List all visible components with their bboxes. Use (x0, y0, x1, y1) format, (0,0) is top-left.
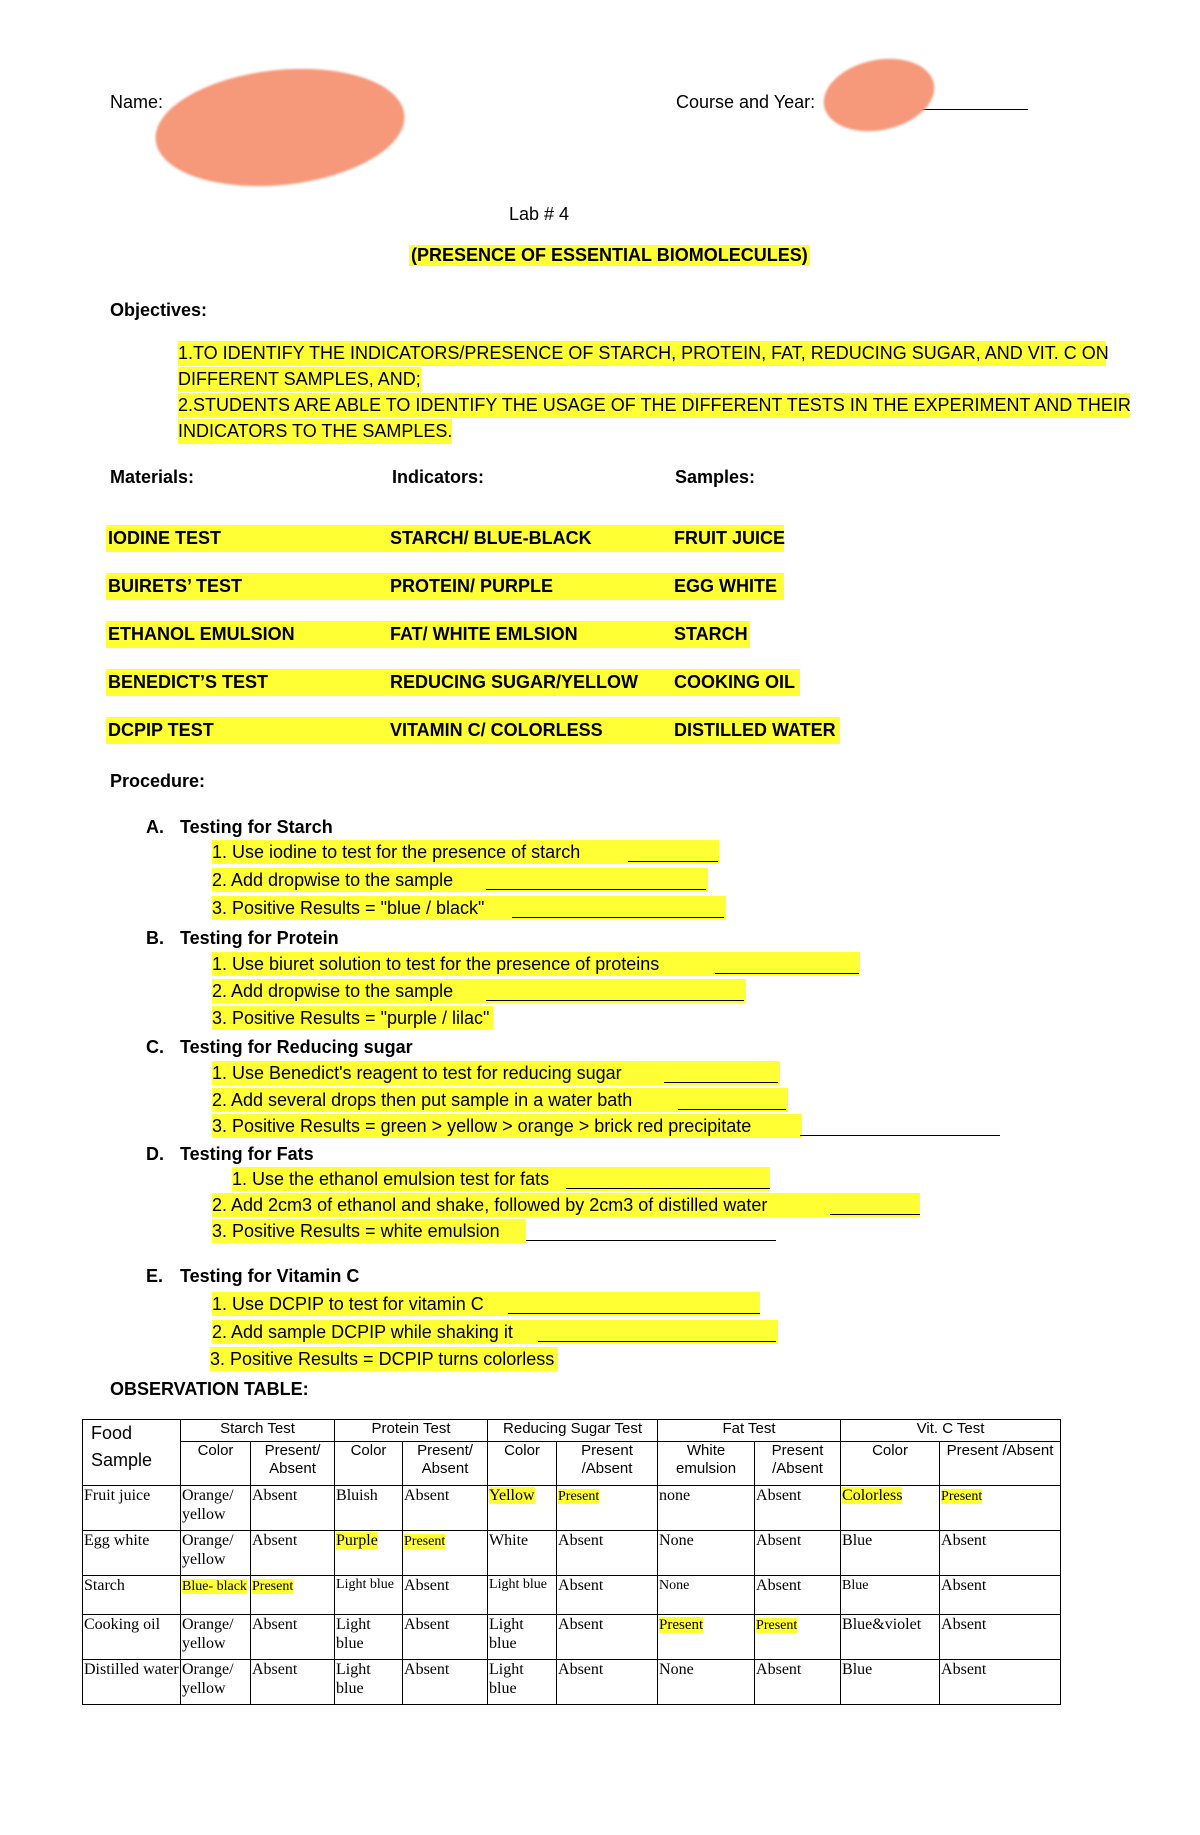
answer-blank (526, 1240, 776, 1241)
table-cell: Absent (755, 1486, 841, 1531)
procedure-step: 1. Use iodine to test for the presence of starch (212, 840, 719, 864)
indicator-item: VITAMIN C/ COLORLESS (388, 717, 672, 744)
table-cell: Light blue (488, 1660, 557, 1705)
objective-line: DIFFERENT SAMPLES, AND; (178, 367, 421, 392)
section-title: Testing for Reducing sugar (180, 1037, 413, 1057)
table-cell: Orange/ yellow (181, 1615, 251, 1660)
procedure-step: 3. Positive Results = "purple / lilac" (212, 1006, 493, 1030)
table-cell (335, 1531, 403, 1576)
table-cell: Absent (755, 1531, 841, 1576)
highlighted-value: Purple (336, 1532, 378, 1549)
table-cell: Blue (841, 1660, 940, 1705)
table-cell: Absent (403, 1486, 488, 1531)
table-cell: Absent (251, 1615, 335, 1660)
vitc-test-header: Vit. C Test (841, 1420, 1061, 1442)
subheader-cell: Present /Absent (755, 1442, 841, 1486)
answer-blank (800, 1135, 1000, 1136)
table-cell (251, 1576, 335, 1615)
table-row (83, 1576, 1061, 1615)
table-row (83, 1486, 1061, 1531)
highlighted-value: Present (756, 1618, 798, 1633)
fat-test-header: Fat Test (658, 1420, 841, 1442)
table-row (83, 1615, 1061, 1660)
table-cell: Orange/ yellow (181, 1486, 251, 1531)
sample-name-cell: Distilled water (83, 1660, 181, 1705)
procedure-step: 2. Add 2cm3 of ethanol and shake, followed by 2cm3 of distilled water (212, 1193, 920, 1217)
answer-blank (486, 889, 706, 890)
table-cell: Bluish (335, 1486, 403, 1531)
table-cell: Blue (841, 1531, 940, 1576)
highlighted-value: Present (404, 1534, 446, 1549)
answer-blank (664, 1082, 778, 1083)
objectives-heading: Objectives: (110, 300, 208, 320)
table-cell (755, 1615, 841, 1660)
table-cell: Light blue (488, 1615, 557, 1660)
starch-test-header: Starch Test (181, 1420, 335, 1442)
course-label: Course and Year: (676, 92, 816, 112)
procedure-step: 1. Use biuret solution to test for the presence of proteins (212, 952, 860, 976)
indicator-item: REDUCING SUGAR/YELLOW (388, 669, 672, 696)
table-cell: Light blue (335, 1660, 403, 1705)
material-item: DCPIP TEST (106, 717, 390, 744)
redaction-mark-name-2 (178, 110, 298, 180)
material-item: BUIRETS’ TEST (106, 573, 390, 600)
sample-item: FRUIT JUICE (672, 525, 784, 552)
redaction-mark-course (817, 49, 941, 141)
highlighted-value: Present (941, 1489, 983, 1504)
table-cell: Absent (251, 1660, 335, 1705)
table-cell: Absent (940, 1576, 1061, 1615)
sample-item: EGG WHITE (672, 573, 784, 600)
protein-test-header: Protein Test (335, 1420, 488, 1442)
sample-item: STARCH (672, 621, 750, 648)
table-cell: None (658, 1660, 755, 1705)
table-cell (488, 1486, 557, 1531)
table-cell: Absent (940, 1660, 1061, 1705)
table-cell: Absent (557, 1576, 658, 1615)
observation-table (82, 1419, 1061, 1705)
food-sample-header: Food Sample (83, 1420, 181, 1486)
answer-blank (508, 1313, 760, 1314)
answer-blank (512, 917, 724, 918)
reducing-sugar-test-header: Reducing Sugar Test (488, 1420, 658, 1442)
objective-line: INDICATORS TO THE SAMPLES. (178, 419, 452, 444)
table-cell: Blue&violet (841, 1615, 940, 1660)
objective-line: 1.TO IDENTIFY THE INDICATORS/PRESENCE OF STARCH, PROTEIN, FAT, REDUCING SUGAR, AND VIT. C ON (178, 341, 1106, 366)
indicator-item: FAT/ WHITE EMLSION (388, 621, 672, 648)
subheader-cell: Color (488, 1442, 557, 1486)
table-cell: Light blue (335, 1576, 403, 1615)
table-cell: Orange/ yellow (181, 1660, 251, 1705)
sample-item: DISTILLED WATER (672, 717, 840, 744)
subheader-cell: Present/ Absent (251, 1442, 335, 1486)
procedure-step: 1. Use DCPIP to test for vitamin C (212, 1292, 760, 1316)
table-cell: none (658, 1486, 755, 1531)
procedure-step: 3. Positive Results = "blue / black" (212, 896, 726, 920)
table-cell: Orange/ yellow (181, 1531, 251, 1576)
highlighted-value: Colorless (842, 1487, 903, 1504)
answer-blank (486, 1000, 744, 1001)
table-cell (403, 1531, 488, 1576)
procedure-step: 2. Add several drops then put sample in a water bath (212, 1088, 788, 1112)
table-cell: White (488, 1531, 557, 1576)
highlighted-value: Present (558, 1489, 600, 1504)
section-title: Testing for Fats (180, 1144, 314, 1164)
table-cell: Absent (403, 1660, 488, 1705)
subheader-cell: Color (181, 1442, 251, 1486)
table-cell: Light blue (488, 1576, 557, 1615)
lab-title: (PRESENCE OF ESSENTIAL BIOMOLECULES) (411, 245, 808, 265)
indicator-item: STARCH/ BLUE-BLACK (388, 525, 672, 552)
answer-blank (715, 973, 859, 974)
table-header-row (83, 1420, 1061, 1442)
materials-heading: Materials: (110, 467, 195, 487)
procedure-heading: Procedure: (110, 771, 206, 791)
table-cell (181, 1576, 251, 1615)
highlighted-value: Yellow (489, 1487, 535, 1504)
observation-heading: OBSERVATION TABLE: (110, 1379, 309, 1399)
table-cell (557, 1486, 658, 1531)
name-label: Name: (110, 92, 164, 112)
table-cell: Absent (403, 1576, 488, 1615)
procedure-step: 3. Positive Results = green > yellow > orange > brick red precipitate (212, 1114, 802, 1138)
table-cell: Absent (251, 1531, 335, 1576)
table-cell (841, 1486, 940, 1531)
section-letter: B. (146, 928, 164, 948)
table-cell: Absent (403, 1615, 488, 1660)
answer-blank (830, 1214, 920, 1215)
table-subheader-row (83, 1442, 1061, 1486)
procedure-step: 2. Add sample DCPIP while shaking it (212, 1320, 778, 1344)
section-title: Testing for Starch (180, 817, 333, 837)
material-item: BENEDICT’S TEST (106, 669, 390, 696)
section-letter: C. (146, 1037, 164, 1057)
answer-blank (538, 1341, 776, 1342)
indicators-heading: Indicators: (392, 467, 485, 487)
table-cell: Absent (557, 1615, 658, 1660)
answer-blank (566, 1188, 770, 1189)
procedure-step: 1. Use Benedict's reagent to test for reducing sugar (212, 1061, 780, 1085)
sample-name-cell: Fruit juice (83, 1486, 181, 1531)
table-cell: Absent (557, 1660, 658, 1705)
table-cell: None (658, 1531, 755, 1576)
procedure-step: 2. Add dropwise to the sample (212, 979, 746, 1003)
subheader-cell: White emulsion (658, 1442, 755, 1486)
table-cell: Absent (557, 1531, 658, 1576)
table-cell: Absent (251, 1486, 335, 1531)
section-letter: E. (146, 1266, 164, 1286)
subheader-cell: Present /Absent (940, 1442, 1061, 1486)
objective-line: 2.STUDENTS ARE ABLE TO IDENTIFY THE USAGE OF THE DIFFERENT TESTS IN THE EXPERIMENT AND THEIR (178, 393, 1130, 418)
table-row (83, 1531, 1061, 1576)
procedure-step: 3. Positive Results = white emulsion (212, 1219, 526, 1243)
answer-blank (628, 861, 718, 862)
subheader-cell: Color (335, 1442, 403, 1486)
table-cell: Absent (755, 1576, 841, 1615)
procedure-step: 3. Positive Results = DCPIP turns colorless (210, 1347, 558, 1371)
table-cell (658, 1615, 755, 1660)
table-cell: Blue (841, 1576, 940, 1615)
table-cell: Absent (755, 1660, 841, 1705)
sample-name-cell: Cooking oil (83, 1615, 181, 1660)
samples-heading: Samples: (675, 467, 756, 487)
answer-blank (678, 1109, 786, 1110)
section-title: Testing for Vitamin C (180, 1266, 360, 1286)
subheader-cell: Color (841, 1442, 940, 1486)
table-cell: Absent (940, 1615, 1061, 1660)
material-item: IODINE TEST (106, 525, 390, 552)
procedure-step: 2. Add dropwise to the sample (212, 868, 708, 892)
lab-number: Lab # 4 (509, 204, 570, 224)
sample-name-cell: Egg white (83, 1531, 181, 1576)
subheader-cell: Present/ Absent (403, 1442, 488, 1486)
section-title: Testing for Protein (180, 928, 339, 948)
table-cell: Light blue (335, 1615, 403, 1660)
sample-name-cell: Starch (83, 1576, 181, 1615)
indicator-item: PROTEIN/ PURPLE (388, 573, 672, 600)
section-letter: D. (146, 1144, 164, 1164)
table-row (83, 1660, 1061, 1705)
table-cell: Absent (940, 1531, 1061, 1576)
table-cell (940, 1486, 1061, 1531)
table-cell: None (658, 1576, 755, 1615)
highlighted-value: Present (659, 1617, 704, 1633)
subheader-cell: Present /Absent (557, 1442, 658, 1486)
sample-item: COOKING OIL (672, 669, 800, 696)
section-letter: A. (146, 817, 164, 837)
procedure-step: 1. Use the ethanol emulsion test for fats (232, 1167, 770, 1191)
highlighted-value: Present (252, 1579, 294, 1594)
material-item: ETHANOL EMULSION (106, 621, 390, 648)
highlighted-value: Blue- black (182, 1579, 247, 1594)
